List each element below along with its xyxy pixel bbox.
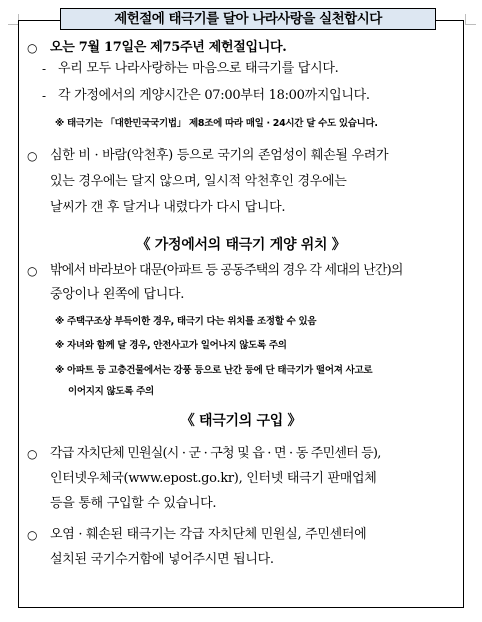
section5-line: 설치된 국기수거함에 넣어주시면 됩니다. xyxy=(50,552,274,567)
section2-line: 있는 경우에는 달지 않으며, 일시적 악천후인 경우에는 xyxy=(50,174,347,189)
bullet-circle-icon: ○ xyxy=(27,447,38,461)
dash-marker: - xyxy=(42,89,47,103)
section3-note: ※ 자녀와 함께 달 경우, 안전사고가 일어나지 않도록 주의 xyxy=(55,340,287,351)
section3-line: 중앙이나 왼쪽에 답니다. xyxy=(50,287,185,302)
section4-line: 각급 자치단체 민원실(시 · 군 · 구청 및 읍 · 면 · 동 주민센터 등), xyxy=(50,446,381,461)
bullet-circle-icon: ○ xyxy=(27,264,38,278)
section3-note: ※ 아파트 등 고층건물에서는 강풍 등으로 난간 등에 단 태극기가 떨어져 사고로 xyxy=(55,365,373,376)
headline-emphasis: 제75주년 제헌절입니다. xyxy=(150,40,287,55)
section5-line: 오염 · 훼손된 태극기는 각급 자치단체 민원실, 주민센터에 xyxy=(50,527,367,542)
bullet-circle-icon: ○ xyxy=(27,41,38,55)
section2-line: 날씨가 갠 후 달거나 내렸다가 다시 답니다. xyxy=(50,200,286,215)
section1-headline xyxy=(50,40,286,56)
section1-note xyxy=(55,116,378,132)
dash-marker: - xyxy=(42,62,47,76)
bullet-circle-icon: ○ xyxy=(27,528,38,542)
section2-line: 심한 비 · 바람(악천후) 등으로 국기의 존엄성이 훼손될 우려가 xyxy=(50,148,389,163)
section3-line: 밖에서 바라보아 대문(아파트 등 공동주택의 경우 각 세대의 난간)의 xyxy=(50,263,403,278)
section3-note: ※ 주택구조상 부득이한 경우, 태극기 다는 위치를 조정할 수 있음 xyxy=(55,316,317,327)
page-corner-mark xyxy=(465,14,476,25)
section1-item: 우리 모두 나라사랑하는 마음으로 태극기를 답시다. xyxy=(58,61,339,76)
bullet-circle-icon: ○ xyxy=(27,149,38,163)
note-prefix: ※ 태극기는 xyxy=(55,118,106,129)
section-heading-location: 《 가정에서의 태극기 게양 위치 》 xyxy=(136,237,346,253)
page-title: 제헌절에 태극기를 달아 나라사랑을 실천합시다 xyxy=(60,8,436,30)
headline-text: 오는 7월 17일은 xyxy=(50,40,151,55)
note-law: 「대한민국국기법」 xyxy=(105,118,187,129)
section1-item: 각 가정에서의 게양시간은 07:00부터 18:00까지입니다. xyxy=(58,88,370,103)
note-suffix: 제8조에 따라 매일 · 24시간 달 수도 있습니다. xyxy=(186,118,378,129)
section3-note: 이어지지 않도록 주의 xyxy=(68,386,154,397)
section4-line: 등을 통해 구입할 수 있습니다. xyxy=(50,496,217,511)
section4-line: 인터넷우체국(www.epost.go.kr), 인터넷 태극기 판매업체 xyxy=(50,471,377,486)
section-heading-purchase: 《 태극기의 구입 》 xyxy=(180,413,302,429)
